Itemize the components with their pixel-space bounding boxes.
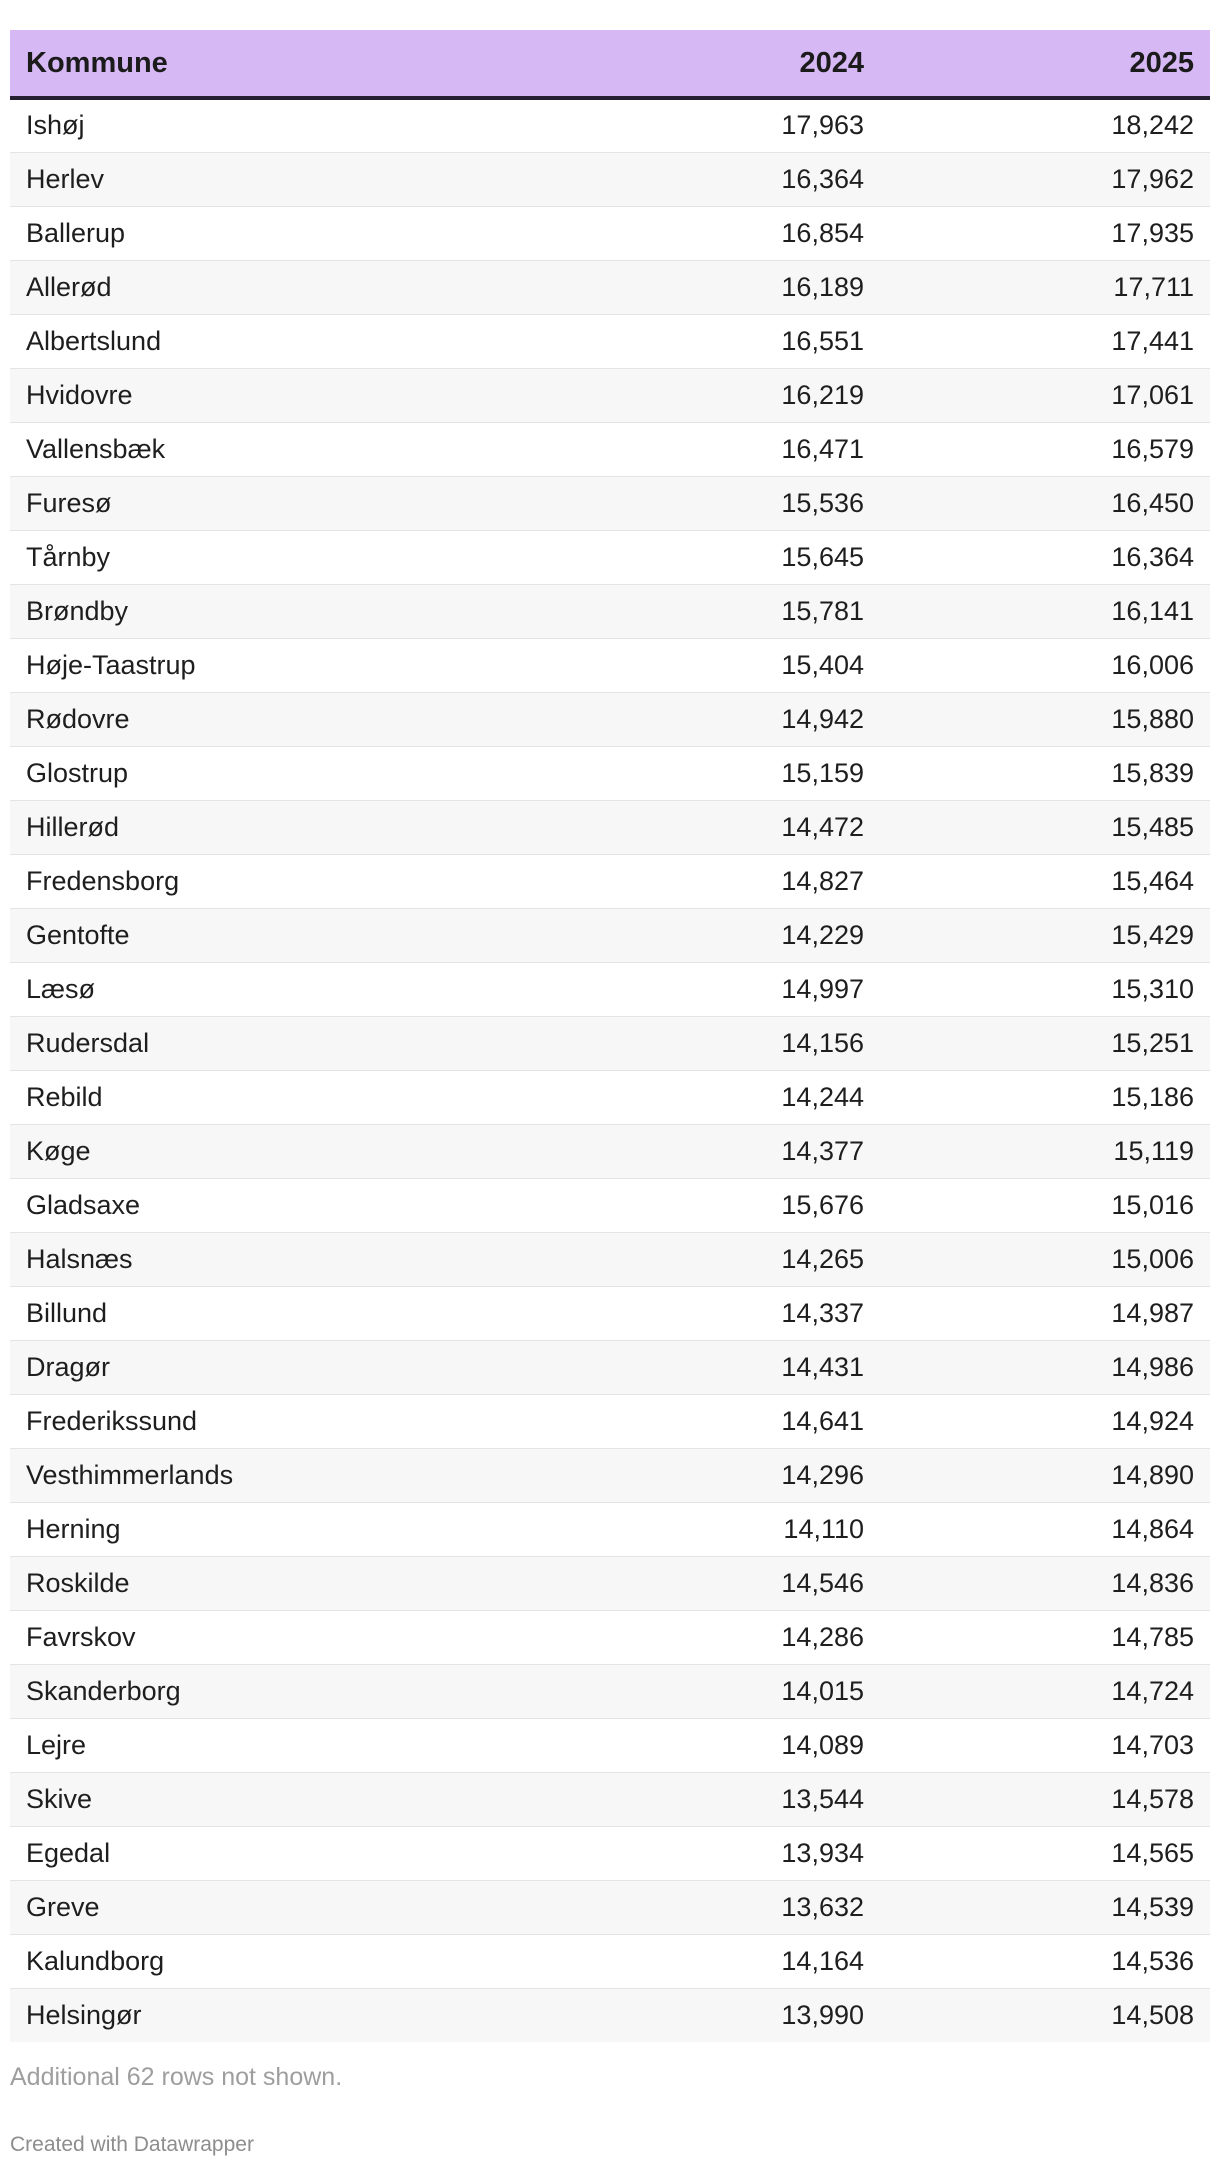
cell-kommune: Dragør bbox=[10, 1340, 570, 1394]
cell-kommune: Favrskov bbox=[10, 1610, 570, 1664]
cell-2024: 14,641 bbox=[570, 1394, 880, 1448]
cell-2025: 14,864 bbox=[880, 1502, 1210, 1556]
table-row bbox=[10, 368, 1210, 422]
header-row bbox=[10, 30, 1210, 98]
cell-2025: 15,839 bbox=[880, 746, 1210, 800]
cell-2025: 16,364 bbox=[880, 530, 1210, 584]
cell-kommune: Ballerup bbox=[10, 206, 570, 260]
cell-2024: 14,546 bbox=[570, 1556, 880, 1610]
cell-2024: 13,544 bbox=[570, 1772, 880, 1826]
cell-2024: 15,159 bbox=[570, 746, 880, 800]
table-row bbox=[10, 1502, 1210, 1556]
table-row bbox=[10, 1070, 1210, 1124]
table-row bbox=[10, 98, 1210, 152]
cell-2025: 14,785 bbox=[880, 1610, 1210, 1664]
table-row bbox=[10, 260, 1210, 314]
cell-2024: 14,337 bbox=[570, 1286, 880, 1340]
cell-2024: 14,164 bbox=[570, 1934, 880, 1988]
cell-kommune: Hvidovre bbox=[10, 368, 570, 422]
cell-2025: 17,935 bbox=[880, 206, 1210, 260]
cell-2024: 15,645 bbox=[570, 530, 880, 584]
table-row bbox=[10, 1934, 1210, 1988]
cell-2025: 15,119 bbox=[880, 1124, 1210, 1178]
cell-2025: 15,464 bbox=[880, 854, 1210, 908]
cell-2025: 14,890 bbox=[880, 1448, 1210, 1502]
cell-2024: 14,377 bbox=[570, 1124, 880, 1178]
cell-kommune: Lejre bbox=[10, 1718, 570, 1772]
cell-2024: 14,296 bbox=[570, 1448, 880, 1502]
cell-kommune: Halsnæs bbox=[10, 1232, 570, 1286]
cell-2024: 13,632 bbox=[570, 1880, 880, 1934]
cell-2025: 14,508 bbox=[1111, 1999, 1194, 2030]
cell-kommune: Herning bbox=[10, 1502, 570, 1556]
cell-2024: 14,942 bbox=[570, 692, 880, 746]
cell-kommune: Skanderborg bbox=[10, 1664, 570, 1718]
cell-2024: 14,431 bbox=[570, 1340, 880, 1394]
cell-2025: 15,006 bbox=[880, 1232, 1210, 1286]
table-row bbox=[10, 692, 1210, 746]
cell-kommune: Gentofte bbox=[10, 908, 570, 962]
cell-kommune: Brøndby bbox=[10, 584, 570, 638]
table-container bbox=[10, 30, 1210, 2042]
cell-2024: 14,244 bbox=[570, 1070, 880, 1124]
cell-2024: 15,404 bbox=[570, 638, 880, 692]
cell-2025: 15,186 bbox=[880, 1070, 1210, 1124]
cell-kommune: Rebild bbox=[10, 1070, 570, 1124]
table-row bbox=[10, 1232, 1210, 1286]
table-row bbox=[10, 206, 1210, 260]
cell-2025: 14,703 bbox=[880, 1718, 1210, 1772]
cell-2024: 14,286 bbox=[570, 1610, 880, 1664]
cell-kommune: Helsingør bbox=[26, 1999, 142, 2030]
table-row bbox=[10, 1556, 1210, 1610]
cell-2024: 16,854 bbox=[570, 206, 880, 260]
cell-kommune: Tårnby bbox=[10, 530, 570, 584]
table-row bbox=[10, 854, 1210, 908]
cell-2024: 15,781 bbox=[570, 584, 880, 638]
cell-2024: 14,265 bbox=[570, 1232, 880, 1286]
cell-kommune: Vesthimmerlands bbox=[10, 1448, 570, 1502]
table-row bbox=[10, 422, 1210, 476]
cell-kommune: Rudersdal bbox=[10, 1016, 570, 1070]
data-table bbox=[10, 30, 1210, 2042]
cell-kommune: Læsø bbox=[10, 962, 570, 1016]
cell-2024: 16,471 bbox=[570, 422, 880, 476]
cell-2024: 14,110 bbox=[570, 1502, 880, 1556]
cell-2024: 14,015 bbox=[570, 1664, 880, 1718]
datawrapper-credit: Created with Datawrapper bbox=[10, 2133, 254, 2156]
cell-2024: 13,934 bbox=[570, 1826, 880, 1880]
cell-2024: 16,219 bbox=[570, 368, 880, 422]
table-row bbox=[10, 908, 1210, 962]
table-header bbox=[10, 30, 1210, 98]
cell-kommune: Vallensbæk bbox=[10, 422, 570, 476]
column-header-2025[interactable]: 2025 bbox=[1129, 46, 1194, 79]
cell-kommune: Glostrup bbox=[10, 746, 570, 800]
cell-kommune: Høje-Taastrup bbox=[10, 638, 570, 692]
cell-2025: 14,539 bbox=[880, 1880, 1210, 1934]
cell-2025: 15,880 bbox=[880, 692, 1210, 746]
column-header-2024[interactable]: 2024 bbox=[799, 46, 864, 79]
cell-2025: 14,724 bbox=[880, 1664, 1210, 1718]
cell-2024: 14,229 bbox=[570, 908, 880, 962]
cell-2025: 18,242 bbox=[880, 98, 1210, 152]
cell-2024: 17,963 bbox=[570, 98, 880, 152]
column-header-kommune[interactable]: Kommune bbox=[26, 46, 168, 79]
cell-2024: 13,990 bbox=[781, 1999, 864, 2030]
table-row bbox=[10, 1610, 1210, 1664]
cell-2025: 16,450 bbox=[880, 476, 1210, 530]
cell-2024: 14,997 bbox=[570, 962, 880, 1016]
cell-kommune: Køge bbox=[10, 1124, 570, 1178]
table-row bbox=[10, 746, 1210, 800]
table-row bbox=[10, 1772, 1210, 1826]
cell-kommune: Herlev bbox=[10, 152, 570, 206]
table-row bbox=[10, 962, 1210, 1016]
cell-2025: 16,006 bbox=[880, 638, 1210, 692]
table-row bbox=[10, 530, 1210, 584]
cell-kommune: Albertslund bbox=[10, 314, 570, 368]
table-row bbox=[10, 1880, 1210, 1934]
rows-not-shown-note: Additional 62 rows not shown. bbox=[10, 2063, 343, 2091]
table-row bbox=[10, 1178, 1210, 1232]
cell-2024: 14,472 bbox=[570, 800, 880, 854]
cell-2025: 15,251 bbox=[880, 1016, 1210, 1070]
table-row bbox=[10, 1988, 1210, 2042]
cell-kommune: Hillerød bbox=[10, 800, 570, 854]
cell-2024: 14,827 bbox=[570, 854, 880, 908]
cell-2025: 17,061 bbox=[880, 368, 1210, 422]
cell-2025: 15,485 bbox=[880, 800, 1210, 854]
cell-kommune: Furesø bbox=[10, 476, 570, 530]
cell-2024: 16,189 bbox=[570, 260, 880, 314]
table-row bbox=[10, 1664, 1210, 1718]
cell-kommune: Rødovre bbox=[10, 692, 570, 746]
cell-kommune: Greve bbox=[10, 1880, 570, 1934]
cell-2025: 16,579 bbox=[880, 422, 1210, 476]
table-row bbox=[10, 1286, 1210, 1340]
cell-2024: 15,536 bbox=[570, 476, 880, 530]
cell-2024: 16,364 bbox=[570, 152, 880, 206]
table-row bbox=[10, 1718, 1210, 1772]
table-row bbox=[10, 1016, 1210, 1070]
cell-kommune: Fredensborg bbox=[10, 854, 570, 908]
table-row bbox=[10, 1826, 1210, 1880]
cell-2025: 15,429 bbox=[880, 908, 1210, 962]
table-row bbox=[10, 1448, 1210, 1502]
cell-2025: 17,962 bbox=[880, 152, 1210, 206]
cell-2024: 14,089 bbox=[570, 1718, 880, 1772]
cell-kommune: Kalundborg bbox=[10, 1934, 570, 1988]
cell-2025: 15,016 bbox=[880, 1178, 1210, 1232]
cell-kommune: Roskilde bbox=[10, 1556, 570, 1610]
cell-2025: 14,578 bbox=[880, 1772, 1210, 1826]
cell-kommune: Skive bbox=[10, 1772, 570, 1826]
cell-2025: 14,986 bbox=[880, 1340, 1210, 1394]
cell-kommune: Allerød bbox=[10, 260, 570, 314]
cell-2025: 17,711 bbox=[880, 260, 1210, 314]
cell-2024: 15,676 bbox=[570, 1178, 880, 1232]
table-row bbox=[10, 314, 1210, 368]
cell-2025: 16,141 bbox=[880, 584, 1210, 638]
table-row bbox=[10, 638, 1210, 692]
table-row bbox=[10, 152, 1210, 206]
cell-2024: 14,156 bbox=[570, 1016, 880, 1070]
cell-2025: 14,924 bbox=[880, 1394, 1210, 1448]
cell-2025: 14,987 bbox=[880, 1286, 1210, 1340]
cell-kommune: Ishøj bbox=[10, 98, 570, 152]
table-body bbox=[10, 98, 1210, 2042]
cell-2025: 14,565 bbox=[880, 1826, 1210, 1880]
table-row bbox=[10, 584, 1210, 638]
cell-2024: 16,551 bbox=[570, 314, 880, 368]
cell-kommune: Billund bbox=[10, 1286, 570, 1340]
table-row bbox=[10, 800, 1210, 854]
table-row bbox=[10, 1124, 1210, 1178]
cell-2025: 14,836 bbox=[880, 1556, 1210, 1610]
cell-2025: 17,441 bbox=[880, 314, 1210, 368]
cell-2025: 15,310 bbox=[880, 962, 1210, 1016]
table-row bbox=[10, 1340, 1210, 1394]
cell-kommune: Egedal bbox=[10, 1826, 570, 1880]
cell-kommune: Gladsaxe bbox=[10, 1178, 570, 1232]
cell-kommune: Frederikssund bbox=[10, 1394, 570, 1448]
table-row bbox=[10, 1394, 1210, 1448]
cell-2025: 14,536 bbox=[880, 1934, 1210, 1988]
table-row bbox=[10, 476, 1210, 530]
